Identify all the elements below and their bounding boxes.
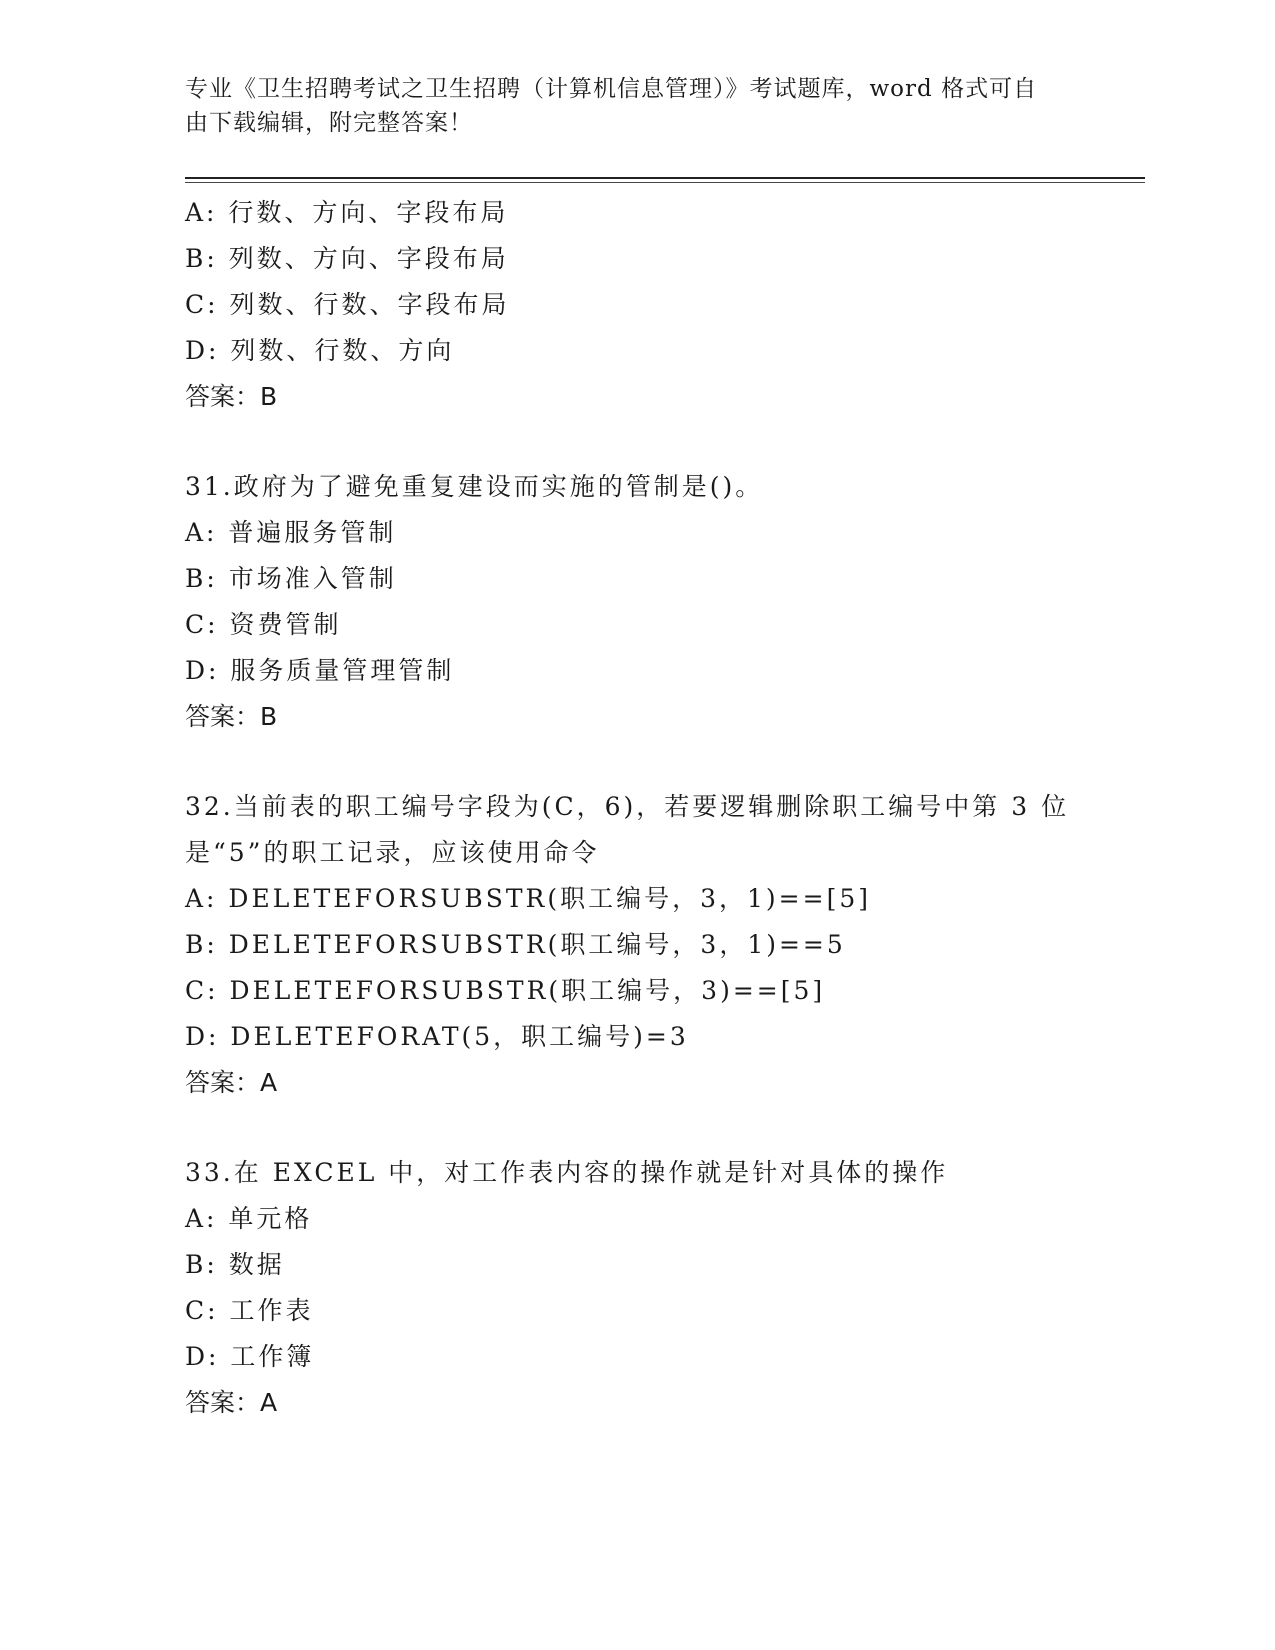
answer: 答案：B — [185, 702, 278, 731]
option-b: B: 列数、方向、字段布局 — [185, 244, 509, 273]
option-c: C: DELETEFORSUBSTR(职工编号，3)==[5] — [185, 976, 826, 1005]
option-b: B: 数据 — [185, 1250, 285, 1279]
option-b: B: 市场准入管制 — [185, 564, 397, 593]
question-list — [185, 190, 1085, 1426]
option-a: A: 单元格 — [185, 1204, 313, 1233]
option-d: D: DELETEFORAT(5，职工编号)=3 — [185, 1022, 689, 1051]
option-a: A: DELETEFORSUBSTR(职工编号，3，1)==[5] — [185, 884, 871, 913]
option-b: B: DELETEFORSUBSTR(职工编号，3，1)==5 — [185, 930, 846, 959]
answer: 答案：A — [185, 1068, 278, 1097]
header-rule-thin — [185, 182, 1145, 183]
document-header — [185, 72, 1065, 140]
answer: 答案：B — [185, 382, 278, 411]
option-c: C: 工作表 — [185, 1296, 314, 1325]
option-c: C: 资费管制 — [185, 610, 342, 639]
question-text-line-1: 32.当前表的职工编号字段为(C，6)，若要逻辑删除职工编号中第 3 位 — [185, 792, 1070, 821]
question-text: 31.政府为了避免重复建设而实施的管制是()。 — [185, 472, 764, 501]
answer: 答案：A — [185, 1388, 278, 1417]
option-d: D: 列数、行数、方向 — [185, 336, 455, 365]
option-a: A: 普遍服务管制 — [185, 518, 397, 547]
question-31 — [185, 464, 1085, 740]
option-d: D: 服务质量管理管制 — [185, 656, 455, 685]
question-33 — [185, 1150, 1085, 1426]
option-c: C: 列数、行数、字段布局 — [185, 290, 510, 319]
header-line-2: 由下载编辑，附完整答案！ — [185, 110, 473, 136]
header-line-1: 专业《卫生招聘考试之卫生招聘（计算机信息管理）》考试题库，word 格式可自 — [185, 76, 1038, 102]
option-d: D: 工作簿 — [185, 1342, 315, 1371]
question-text: 33.在 EXCEL 中，对工作表内容的操作就是针对具体的操作 — [185, 1158, 949, 1187]
question-32 — [185, 784, 1085, 1106]
option-a: A: 行数、方向、字段布局 — [185, 198, 509, 227]
question-text-line-2: 是“5”的职工记录，应该使用命令 — [185, 838, 600, 867]
question-30 — [185, 190, 1085, 420]
header-rule-thick — [185, 177, 1145, 179]
